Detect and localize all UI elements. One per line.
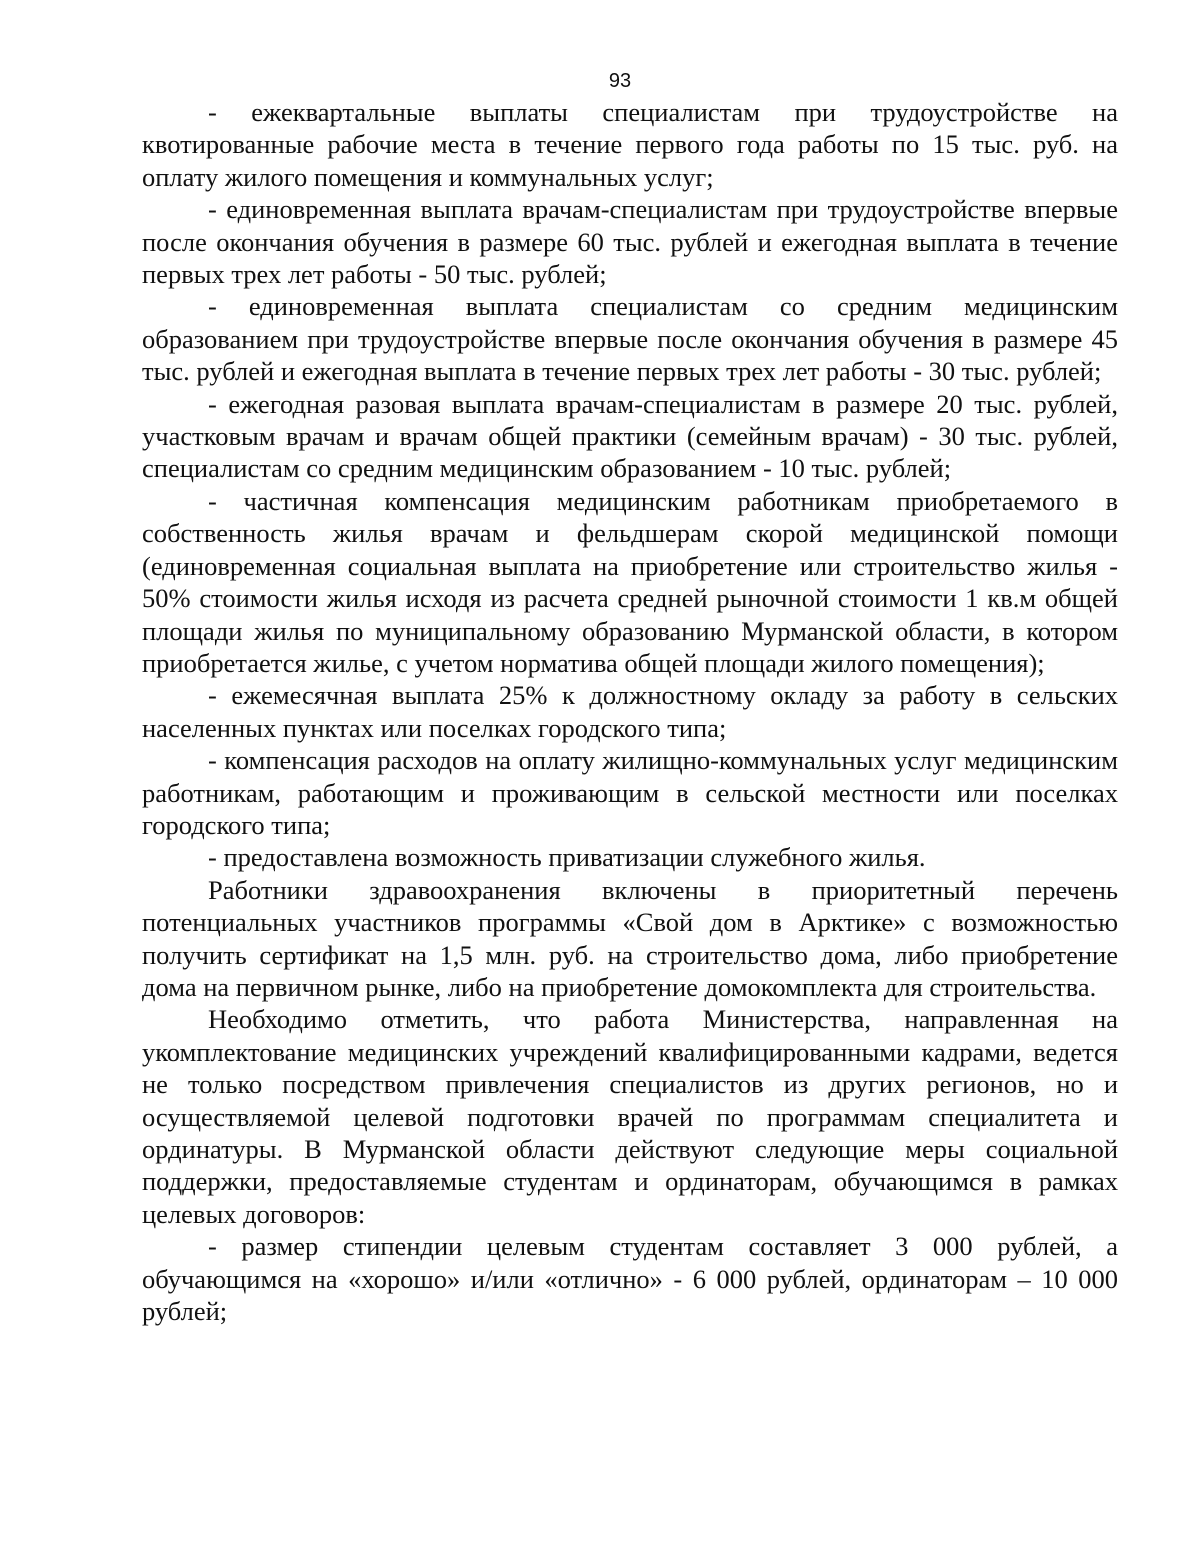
- page-number: 93: [608, 70, 632, 92]
- paragraph-housing-compensation: - частичная компенсация медицинским работникам приобретаемого в собственность жилья врачам и фельдшерам скорой медицинской помощи (единовременная социальная выплата на приобретение или строительство жилья - 50% стоимости жилья исходя из расчета средней рыночной стоимости 1 кв.м общей площади жилья по муниципальному образованию Мурманской области, в котором приобретается жилье, с учетом норматива общей площади жилого помещения);: [142, 485, 1118, 678]
- paragraph-scholarship: - размер стипендии целевым студентам составляет 3 000 рублей, а обучающимся на «хорошо» и/или «отлично» - 6 000 рублей, ординаторам – 10 000 рублей;: [142, 1231, 1118, 1327]
- paragraph-doctor-lump-sum: - единовременная выплата врачам-специалистам при трудоустройстве впервые после окончания обучения в размере 60 тыс. рублей и ежегодная выплата в течение первых трех лет работы - 50 тыс. рублей;: [142, 194, 1118, 290]
- paragraph-nurse-lump-sum: - единовременная выплата специалистам со средним медицинским образованием при трудоустройстве впервые после окончания обучения в размере 45 тыс. рублей и ежегодная выплата в течение первых трех лет работы - 30 тыс. рублей;: [142, 291, 1118, 387]
- paragraph-housing-privatization: - предоставлена возможность приватизации служебного жилья.: [208, 842, 926, 873]
- paragraph-quarterly-payments: - ежеквартальные выплаты специалистам при трудоустройстве на квотированные рабочие места в течение первого года работы по 15 тыс. руб. на оплату жилого помещения и коммунальных услуг;: [142, 97, 1118, 192]
- document-body: [142, 96, 1118, 1327]
- paragraph-arctic-home-program: Работники здравоохранения включены в приоритетный перечень потенциальных участников программы «Свой дом в Арктике» с возможностью получить сертификат на 1,5 млн. руб. на строительство дома, либо приобретение дома на первичном рынке, либо на приобретение домокомплекта для строительства.: [142, 874, 1118, 1002]
- paragraph-ministry-work: Необходимо отметить, что работа Министерства, направленная на укомплектование медицинских учреждений квалифицированными кадрами, ведется не только посредством привлечения специалистов из других регионов, но и осуществляемой целевой подготовки врачей по программам специалитета и ординатуры. В Мурманской области действуют следующие меры социальной поддержки, предоставляемые студентам и ординаторам, обучающимся в рамках целевых договоров:: [142, 1004, 1118, 1229]
- paragraph-utilities-compensation: - компенсация расходов на оплату жилищно-коммунальных услуг медицинским работникам, работающим и проживающим в сельской местности или поселках городского типа;: [142, 745, 1118, 840]
- paragraph-monthly-rural-bonus: - ежемесячная выплата 25% к должностному окладу за работу в сельских населенных пунктах или поселках городского типа;: [142, 680, 1118, 743]
- paragraph-annual-payment: - ежегодная разовая выплата врачам-специалистам в размере 20 тыс. рублей, участковым врачам и врачам общей практики (семейным врачам) - 30 тыс. рублей, специалистам со средним медицинским образованием - 10 тыс. рублей;: [142, 388, 1118, 484]
